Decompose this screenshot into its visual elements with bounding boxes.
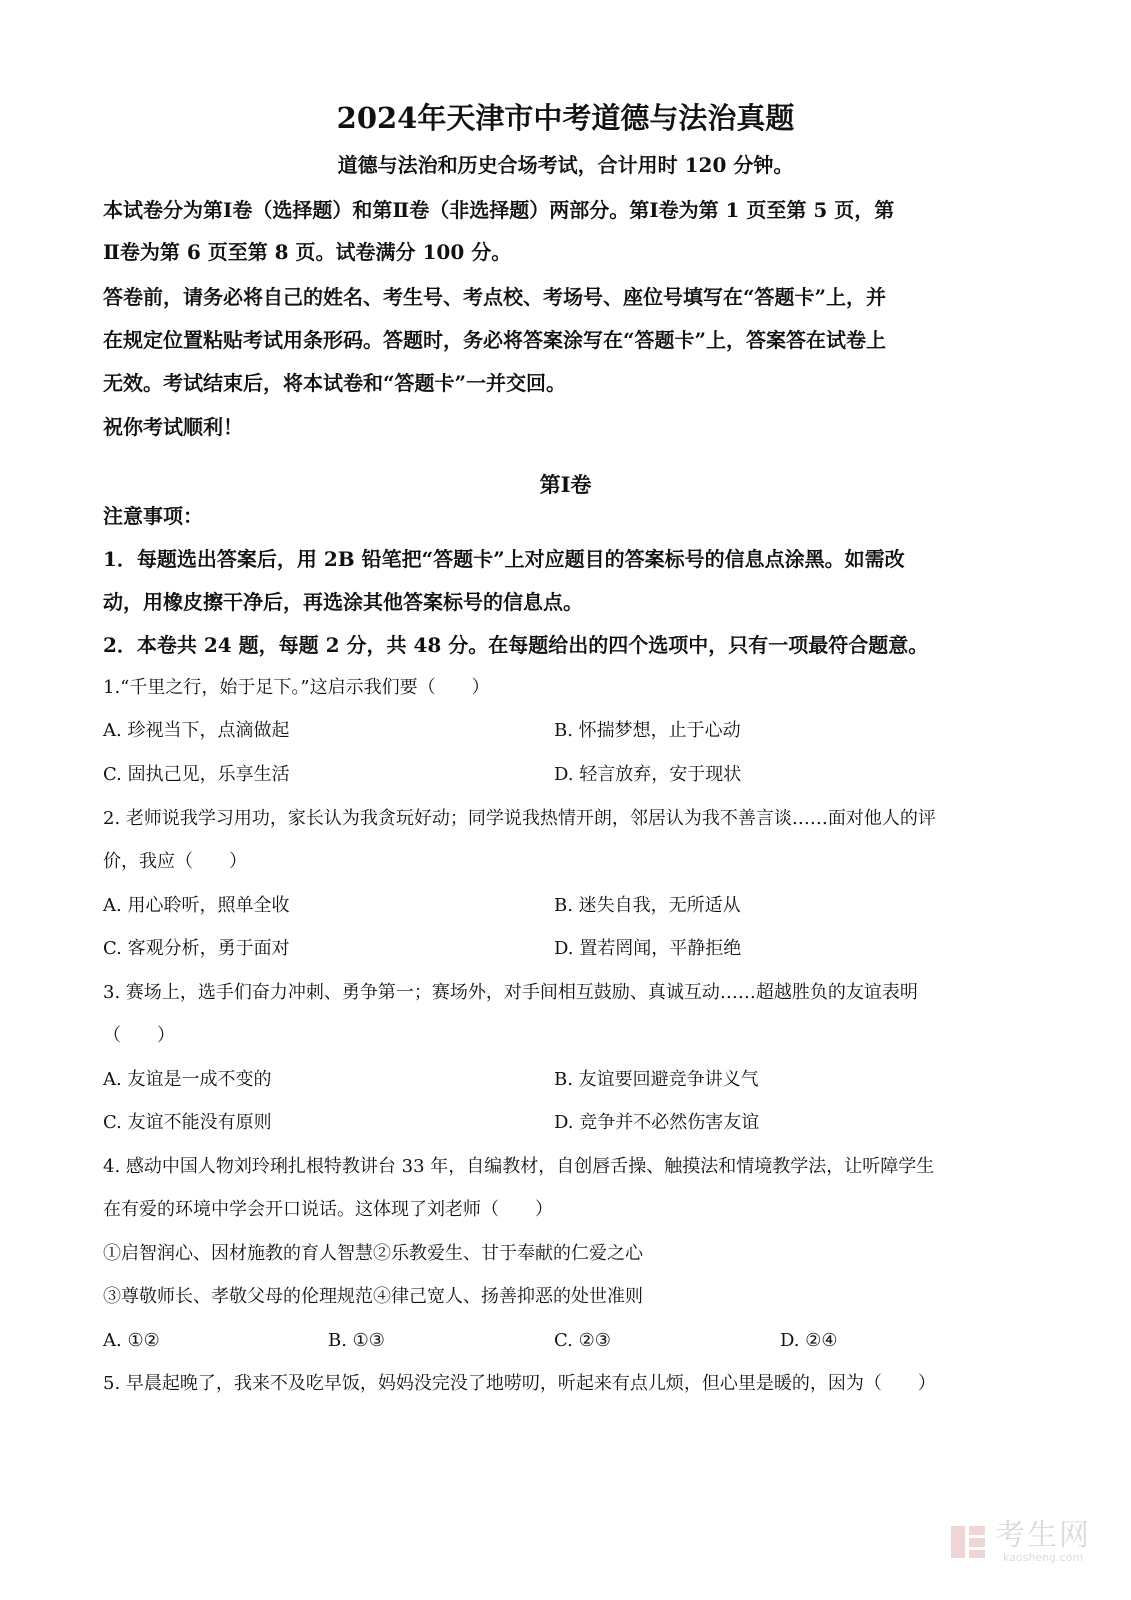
option-c: C. 客观分析，勇于面对 (103, 938, 290, 959)
question-stem: 1.“千里之行，始于足下。”这启示我们要（ ） (103, 677, 490, 698)
section-title: 第Ⅰ卷 (539, 472, 592, 497)
exam-subtitle: 道德与法治和历史合场考试，合计用时 120 分钟。 (337, 153, 794, 177)
option-c: C. 友谊不能没有原则 (103, 1112, 272, 1133)
notes-heading: 注意事项： (103, 504, 203, 528)
exam-title: 2024年天津市中考道德与法治真题 (336, 101, 795, 135)
question-stem: 在有爱的环境中学会开口说话。这体现了刘老师（ ） (103, 1199, 553, 1220)
notes-line: 2．本卷共 24 题，每题 2 分，共 48 分。在每题给出的四个选项中，只有一项最符合题意。 (103, 633, 929, 657)
instruction-line: 答卷前，请务必将自己的姓名、考生号、考点校、考场号、座位号填写在“答题卡”上，并 (103, 285, 887, 309)
option-d: D. 置若罔闻，平静拒绝 (554, 938, 742, 959)
watermark-url: kaosheng.com (1002, 1551, 1084, 1564)
question-stem: 2. 老师说我学习用功，家长认为我贪玩好动；同学说我热情开朗，邻居认为我不善言谈……面对他人的评 (103, 808, 936, 829)
question-stem: 价，我应（ ） (103, 851, 247, 872)
option-d: D. 竞争并不必然伤害友谊 (554, 1112, 760, 1133)
notes-line: 1．每题选出答案后，用 2B 铅笔把“答题卡”上对应题目的答案标号的信息点涂黑。如需改 (103, 547, 905, 571)
instruction-line: 本试卷分为第Ⅰ卷（选择题）和第Ⅱ卷（非选择题）两部分。第Ⅰ卷为第 1 页至第 5 页，第 (103, 198, 895, 222)
option-d: D. ②④ (780, 1330, 838, 1351)
watermark-text-group (995, 1520, 1091, 1564)
question-stem: （ ） (103, 1025, 175, 1046)
watermark-logo-icon (949, 1522, 989, 1562)
option-a: A. ①② (103, 1330, 160, 1351)
option-c: C. ②③ (554, 1330, 611, 1351)
question-stem: 4. 感动中国人物刘玲琍扎根特教讲台 33 年，自编教材，自创唇舌操、触摸法和情境教学法，让听障学生 (103, 1156, 935, 1177)
option-b: B. 怀揣梦想，止于心动 (554, 720, 741, 741)
option-c: C. 固执己见，乐享生活 (103, 764, 290, 785)
instruction-line: 祝你考试顺利！ (103, 415, 243, 439)
option-b: B. 迷失自我，无所适从 (554, 895, 741, 916)
option-a: A. 友谊是一成不变的 (103, 1069, 272, 1090)
instruction-line: Ⅱ卷为第 6 页至第 8 页。试卷满分 100 分。 (103, 240, 512, 264)
option-b: B. 友谊要回避竞争讲义气 (554, 1069, 759, 1090)
instruction-line: 无效。考试结束后，将本试卷和“答题卡”一并交回。 (103, 371, 567, 395)
watermark-text: 考生网 (995, 1518, 1091, 1553)
option-a: A. 珍视当下，点滴做起 (103, 720, 290, 741)
instruction-line: 在规定位置粘贴考试用条形码。答题时，务必将答案涂写在“答题卡”上，答案答在试卷上 (103, 328, 887, 352)
watermark (949, 1520, 1091, 1564)
option-d: D. 轻言放弃，安于现状 (554, 764, 742, 785)
question-stem: 3. 赛场上，选手们奋力冲刺、勇争第一；赛场外，对手间相互鼓励、真诚互动……超越胜负的友谊表明 (103, 982, 918, 1003)
notes-line: 动，用橡皮擦干净后，再选涂其他答案标号的信息点。 (103, 590, 583, 614)
option-b: B. ①③ (328, 1330, 385, 1351)
option-a: A. 用心聆听，照单全收 (103, 895, 290, 916)
question-stem: 5. 早晨起晚了，我来不及吃早饭，妈妈没完没了地唠叨，听起来有点儿烦，但心里是暖的，因为（ ） (103, 1373, 936, 1394)
question-statement: ①启智润心、因材施教的育人智慧②乐教爱生、甘于奉献的仁爱之心 (103, 1243, 643, 1264)
question-statement: ③尊敬师长、孝敬父母的伦理规范④律己宽人、扬善抑恶的处世准则 (103, 1286, 643, 1307)
